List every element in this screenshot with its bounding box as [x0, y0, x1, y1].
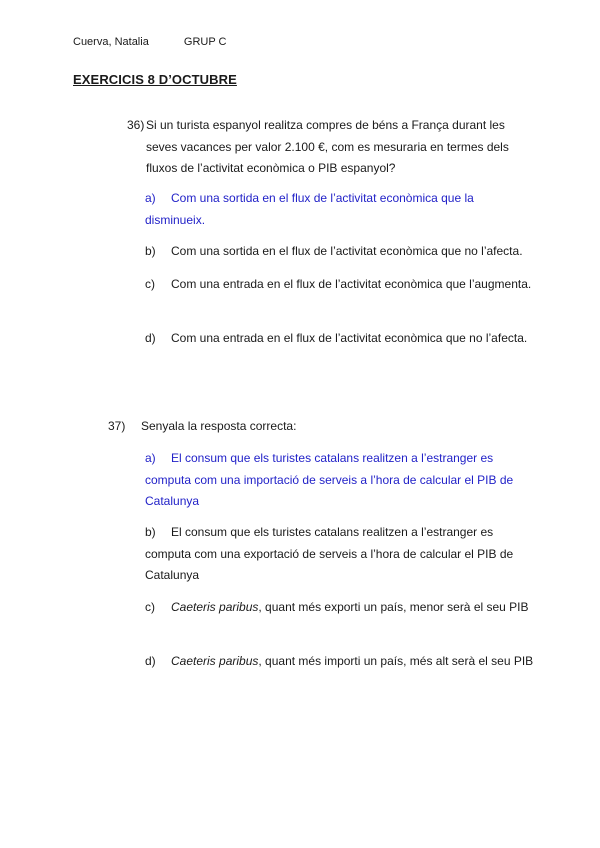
q37-option-c [145, 597, 535, 619]
option-text: Com una entrada en el flux de l’activitat econòmica que l’augmenta. [171, 277, 532, 291]
option-text: Com una sortida en el flux de l’activitat econòmica que no l’afecta. [171, 244, 523, 258]
option-text: , quant més importi un país, més alt serà el seu PIB [258, 654, 534, 668]
q37-option-d [145, 651, 535, 673]
question-36 [127, 115, 527, 180]
page-header [73, 36, 226, 48]
question-37 [108, 416, 528, 438]
q37-option-a [145, 448, 535, 513]
q37-option-b [145, 522, 535, 587]
q36-option-b [145, 241, 535, 263]
q36-option-d [145, 328, 535, 350]
page-title: EXERCICIS 8 D’OCTUBRE [73, 72, 237, 87]
option-label: a) [145, 191, 156, 205]
option-text: El consum que els turistes catalans realitzen a l’estranger es computa com una importació de serveis a l’hora de calcular el PIB de Catalunya [145, 451, 514, 508]
question-text: Senyala la resposta correcta: [141, 419, 297, 433]
student-name: Cuerva, Natalia [73, 36, 149, 48]
q36-option-c [145, 274, 535, 296]
question-number: 36) [127, 118, 145, 132]
option-text: Com una entrada en el flux de l’activitat econòmica que no l’afecta. [171, 331, 528, 345]
option-label: c) [145, 277, 155, 291]
option-text: El consum que els turistes catalans realitzen a l’estranger es computa com una exportació de serveis a l’hora de calcular el PIB de Catalunya [145, 525, 514, 582]
option-label: a) [145, 451, 156, 465]
option-text: , quant més exporti un país, menor serà el seu PIB [258, 600, 529, 614]
question-text: Si un turista espanyol realitza compres de béns a França durant les seves vacances per valor 2.100 €, com es mesuraria en termes dels fluxos de l’activitat econòmica o PIB espanyol? [146, 118, 509, 175]
option-label: b) [145, 525, 156, 539]
option-italic-text: Caeteris paribus [171, 654, 259, 668]
option-label: c) [145, 600, 155, 614]
group-label: GRUP C [183, 36, 227, 48]
q36-option-a [145, 188, 535, 231]
option-text: Com una sortida en el flux de l’activitat econòmica que la disminueix. [145, 191, 474, 227]
option-label: d) [145, 331, 156, 345]
option-label: b) [145, 244, 156, 258]
option-label: d) [145, 654, 156, 668]
question-number: 37) [108, 419, 126, 433]
option-italic-text: Caeteris paribus [171, 600, 259, 614]
